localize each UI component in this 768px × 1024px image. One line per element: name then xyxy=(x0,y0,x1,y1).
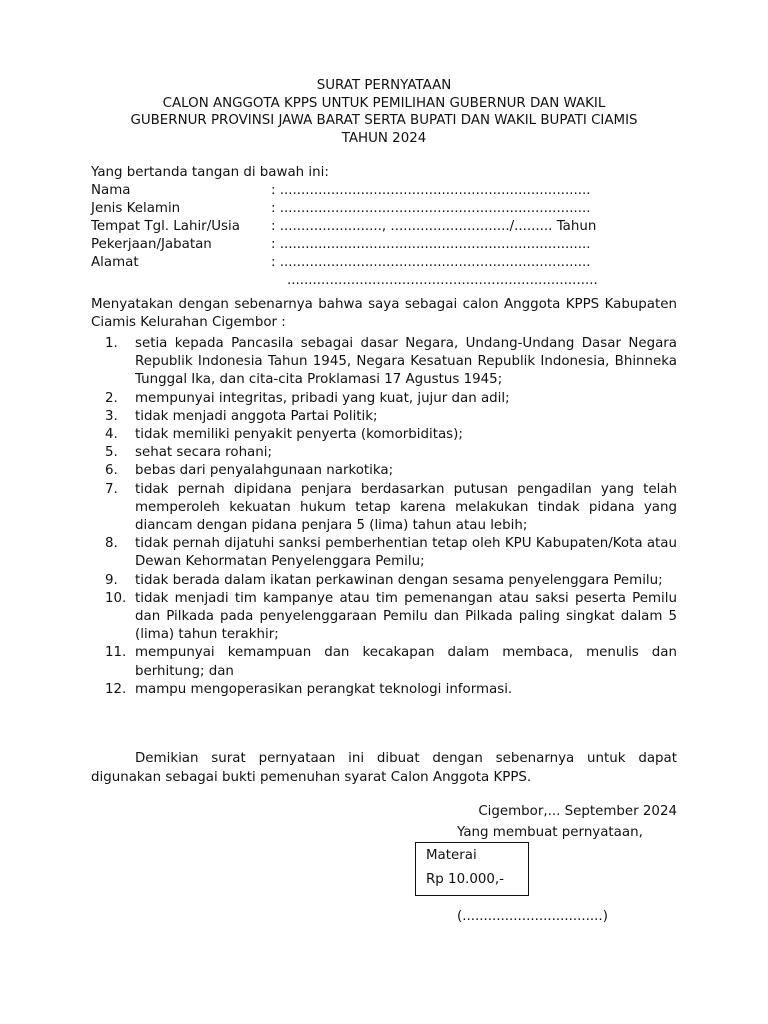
place-date: Cigembor,... September 2024 xyxy=(478,804,677,819)
statement-text: Menyatakan dengan sebenarnya bahwa saya sebagai calon Anggota KPPS Kabupaten Ciamis Kelurahan Cigembor : xyxy=(91,297,677,330)
stamp-label: Materai xyxy=(426,848,477,863)
closing-paragraph: Demikian surat pernyataan ini dibuat dengan sebenarnya untuk dapat digunakan sebagai bukti pemenuhan syarat Calon Anggota KPPS. xyxy=(91,751,677,785)
list-item xyxy=(91,390,677,408)
list-item xyxy=(91,426,677,444)
list-number: 1. xyxy=(105,336,118,351)
list-item-text: tidak menjadi anggota Partai Politik; xyxy=(135,408,378,424)
list-item xyxy=(91,462,677,480)
list-item-text: mempunyai kemampuan dan kecakapan dalam membaca, menulis dan berhitung; dan xyxy=(135,645,677,679)
intro-text: Yang bertanda tangan di bawah ini: xyxy=(91,165,329,180)
title-line-1: SURAT PERNYATAAN xyxy=(316,78,452,93)
signature-line: (.................................) xyxy=(457,909,608,924)
field-value: : ......................................................................... xyxy=(271,183,591,198)
list-number: 5. xyxy=(105,445,118,461)
field-label: Jenis Kelamin xyxy=(91,201,181,216)
list-item-text: sehat secara rohani; xyxy=(135,445,272,461)
list-item xyxy=(91,444,677,462)
list-number: 6. xyxy=(105,463,118,479)
stamp-amount: Rp 10.000,- xyxy=(426,872,505,887)
list-number: 9. xyxy=(105,572,118,588)
list-item-text: bebas dari penyalahgunaan narkotika; xyxy=(135,463,394,479)
document-title xyxy=(60,77,708,147)
field-label: Pekerjaan/Jabatan xyxy=(91,237,212,252)
list-number: 2. xyxy=(105,390,118,406)
field-label: Alamat xyxy=(91,255,139,270)
list-item-text: tidak pernah dipidana penjara berdasarkan putusan pengadilan yang telah memperoleh kekuatan hukum tetap karena melakukan tindak pidana yang diancam dengan pidana penjara 5 (lima) tahun atau lebih; xyxy=(135,481,677,534)
list-item xyxy=(91,644,677,680)
list-item xyxy=(91,481,677,536)
field-label: Tempat Tgl. Lahir/Usia xyxy=(91,219,240,234)
list-number: 3. xyxy=(105,408,118,424)
list-item-text: mampu mengoperasikan perangkat teknologi informasi. xyxy=(135,681,513,697)
title-line-2: CALON ANGGOTA KPPS UNTUK PEMILIHAN GUBERNUR DAN WAKIL xyxy=(162,95,606,111)
title-line-3: GUBERNUR PROVINSI JAWA BARAT SERTA BUPATI DAN WAKIL BUPATI CIAMIS xyxy=(130,113,638,128)
list-item-text: tidak pernah dijatuhi sanksi pemberhentian tetap oleh KPU Kabupaten/Kota atau Dewan Kehormatan Penyelenggara Pemilu; xyxy=(135,536,677,570)
list-item xyxy=(91,590,677,645)
list-number: 12. xyxy=(105,681,127,697)
list-item-text: mempunyai integritas, pribadi yang kuat, jujur dan adil; xyxy=(135,390,510,406)
list-number: 8. xyxy=(105,536,118,552)
maker-label: Yang membuat pernyataan, xyxy=(457,825,643,840)
stamp-box xyxy=(415,842,529,896)
list-number: 10. xyxy=(105,590,127,606)
list-item-text: tidak memiliki penyakit penyerta (komorbiditas); xyxy=(135,427,463,443)
field-value: : ......................................................................... xyxy=(271,237,591,252)
field-label: Nama xyxy=(91,183,131,198)
list-item xyxy=(91,535,677,571)
list-item xyxy=(91,408,677,426)
list-item xyxy=(91,681,677,699)
list-item-text: tidak berada dalam ikatan perkawinan dengan sesama penyelenggara Pemilu; xyxy=(135,572,663,588)
field-value: : ........................, ............................/......... Tahun xyxy=(271,219,597,234)
field-value: : ......................................................................... xyxy=(271,255,591,270)
requirements-list xyxy=(91,335,677,699)
list-item xyxy=(91,335,677,390)
list-item-text: tidak menjadi tim kampanye atau tim pemenangan atau saksi peserta Pemilu dan Pilkada pada penyelenggaraan Pemilu dan Pilkada paling singkat dalam 5 (lima) tahun terakhir; xyxy=(135,590,677,643)
list-number: 4. xyxy=(105,427,118,443)
list-item-text: setia kepada Pancasila sebagai dasar Negara, Undang-Undang Dasar Negara Republik Indonesia Tahun 1945, Negara Kesatuan Republik Indonesia, Bhinneka Tunggal Ika, dan cita-cita Proklamasi 17 Agustus 1945; xyxy=(135,336,677,388)
list-number: 7. xyxy=(105,481,118,497)
title-line-4: TAHUN 2024 xyxy=(341,130,427,146)
list-item xyxy=(91,572,677,590)
field-value: : ......................................................................... xyxy=(271,201,591,216)
address-continuation: ......................................................................... xyxy=(287,273,598,288)
list-number: 11. xyxy=(105,645,127,661)
